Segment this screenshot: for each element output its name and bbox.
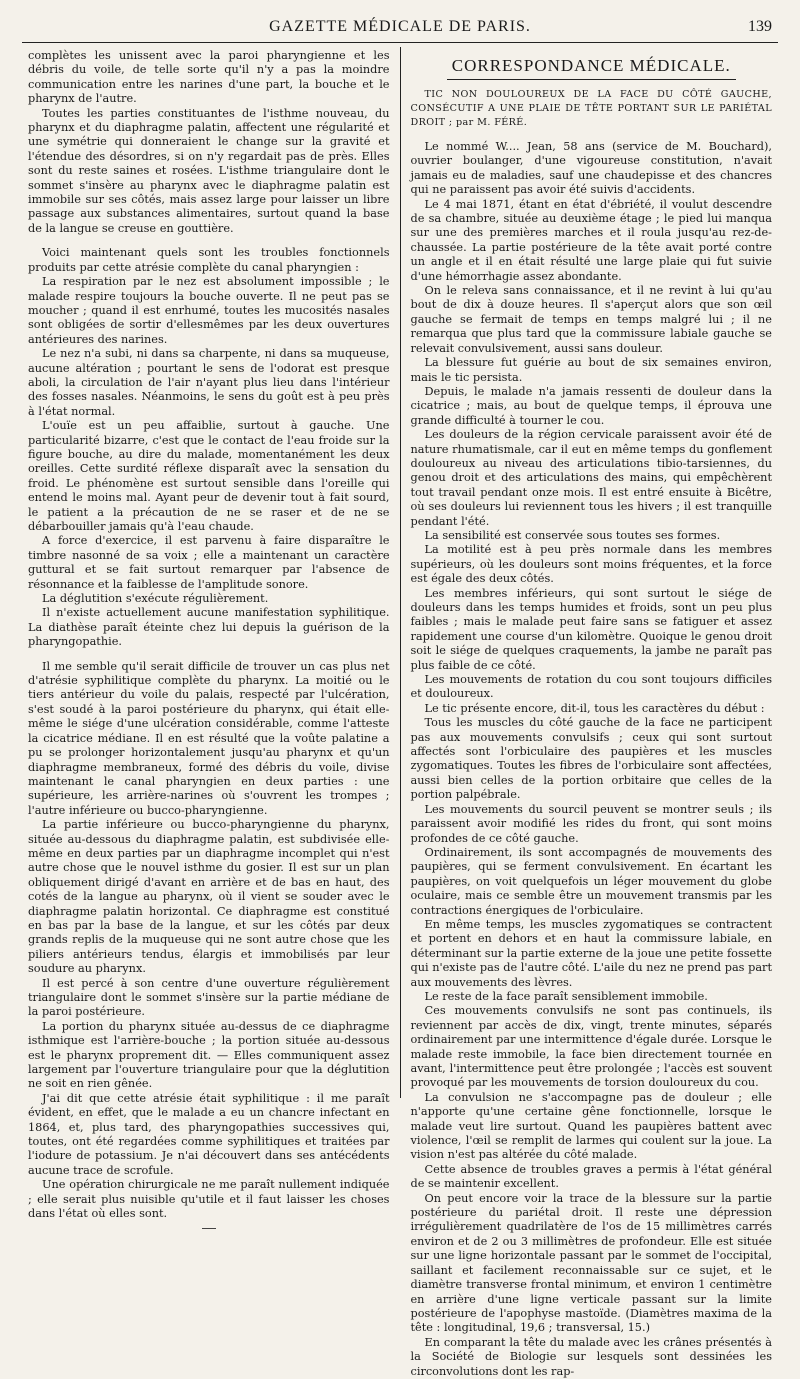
paragraph: Le tic présente encore, dit-il, tous les caractères du début : — [424, 701, 765, 715]
paragraph: Les mouvements du sourcil peuvent se montrer seuls ; ils paraissent avoir modifié les rides du front, qui sont moins profondes de ce côté gauche. — [410, 802, 772, 845]
paragraph: La partie inférieure ou bucco-pharyngienne du pharynx, située au-dessous du diaphragme palatin, est subdivisée elle-même en deux parties par un diaphragme incomplet qui n'est autre chose que le nouvel isthme du gosier. Il est sur un plan obliquement dirigé d'avant en arrière et de bas en haut, des cotés de la langue au pharynx, où il vient se souder avec le diaphragme palatin horizontal. Ce diaphragme est constitué en bas par la base de la langue, et sur les côtés par deux grands replis de la muqueuse qui ne sont autre chose que les piliers antérieurs tendus, élargis et immobilisés par leur soudure au pharynx. — [28, 818, 390, 976]
paragraph: Cette absence de troubles graves a permis à l'état général de se maintenir excellent. — [410, 1162, 772, 1191]
paragraph: Il est percé à son centre d'une ouverture régulièrement triangulaire dont le sommet s'insère sur la partie médiane de la paroi postérieure. — [28, 976, 390, 1019]
paragraph: Il me semble qu'il serait difficile de trouver un cas plus net d'atrésie syphilitique complète du pharynx. La moitié ou le tiers antérieur du voile du palais, respecté par l'ulcération, s'est soudé à la paroi postérieure du pharynx, qui était elle-même le siége d'une ulcération considérable, comme l'atteste la cicatrice médiane. Il en est résulté que la voûte palatine a pu se prolonger horizontalement jusqu'au pharynx et qu'un diaphragme membraneux, formé des débris du voile, divise maintenant le canal pharyngien en deux parties : une supérieure, les arrière-narines où s'ouvrent les trompes ; l'autre inférieure ou bucco-pharyngienne. — [28, 659, 390, 817]
paragraph: Ordinairement, ils sont accompagnés de mouvements des paupières, qui se ferment convulsivement. En écartant les paupières, on voit quelquefois un léger mouvement du globe oculaire, mais ce semble être un mouvement transmis par les contractions énergiques de l'orbiculaire. — [410, 845, 772, 917]
page-header — [22, 14, 778, 43]
paragraph: La sensibilité est conservée sous toutes ses formes. — [424, 528, 721, 542]
paragraph: La convulsion ne s'accompagne pas de douleur ; elle n'apporte qu'une certaine gêne fonctionnelle, lorsque le malade veut lire surtout. Quand les paupières battent avec violence, l'œil se remplit de larmes qui coulent sur la joue. La vision n'est pas altérée du côté malade. — [410, 1090, 772, 1162]
left-column — [22, 43, 400, 1221]
paragraph: La portion du pharynx située au-dessus de ce diaphragme isthmique est l'arrière-bouche ; la portion située au-dessous est le pharynx proprement dit. — Elles communiquent assez largement par l'ouverture triangulaire pour que la déglutition ne soit en rien gênée. — [28, 1019, 390, 1091]
paragraph: Toutes les parties constituantes de l'isthme nouveau, du pharynx et du diaphragme palatin, affectent une régularité et une symétrie qui donneraient le change sur la gravité et l'étendue des désordres, si on n'y regardait pas de près. Elles sont du reste saines et rosées. L'isthme triangulaire dont le sommet s'insère au pharynx avec le diaphragme palatin est immobile sur ses côtés, mais assez large pour laisser un libre passage aux substances alimentaires, surtout quand la base de la langue se creuse en gouttière. — [28, 106, 390, 235]
paragraph: On peut encore voir la trace de la blessure sur la partie postérieure du pariétal droit. Il reste une dépression irrégulièrement quadrilatère de l'os de 15 millimètres carrés environ et de 2 ou 3 millimètres de profondeur. Elle est située sur une ligne horizontale passant par le sommet de l'occipital, saillant et facilement reconnaissable sur ce sujet, et le diamètre transverse frontal minimum, et environ 1 centimètre en arrière d'une ligne verticale passant sur la limite postérieure de l'apophyse mastoïde. (Diamètres maxima de la tête : longitudinal, 19,6 ; transversal, 15.) — [410, 1191, 772, 1335]
page-number: 139 — [748, 18, 772, 35]
paragraph: complètes les unissent avec la paroi pharyngienne et les débris du voile, de telle sorte qu'il n'y a pas la moindre communication entre les narines d'une part, la bouche et le pharynx de l'autre. — [28, 49, 390, 106]
paragraph: La respiration par le nez est absolument impossible ; le malade respire toujours la bouche ouverte. Il ne peut pas se moucher ; quand il est enrhumé, toutes les mucosités nasales sont obligées de sortir d'ellesmêmes par les deux ouvertures antérieures des narines. — [28, 275, 390, 346]
paragraph: On le releva sans connaissance, et il ne revint à lui qu'au bout de dix à douze heures. Il s'aperçut alors que son œil gauche se fermait de temps en temps malgré lui ; il ne remarqua que plus tard que la commissure labiale gauche se relevait convulsivement, aussi sans douleur. — [410, 284, 772, 355]
paragraph: La déglutition s'exécute régulièrement. — [42, 592, 269, 606]
paragraph: Le nez n'a subi, ni dans sa charpente, ni dans sa muqueuse, aucune altération ; pourtant le sens de l'odorat est presque aboli, la circulation de l'air n'ayant plus lieu dans l'intérieur des fosses nasales. Néanmoins, le sens du goût est à peu près à l'état normal. — [28, 347, 390, 418]
right-paragraphs — [411, 140, 773, 1379]
paragraph: Une opération chirurgicale ne me paraît nullement indiquée ; elle serait plus nuisible qu'utile et il faut laisser les choses dans l'état où elles sont. — [28, 1178, 390, 1221]
section-title-rule — [447, 79, 736, 80]
paragraph: Voici maintenant quels sont les troubles fonctionnels produits par cette atrésie complète du canal pharyngien : — [28, 246, 390, 274]
paragraph: Les membres inférieurs, qui sont surtout le siége de douleurs dans les temps humides et froids, sont un peu plus faibles ; mais le malade peut faire sans se fatiguer et assez rapidement une course d'un kilomètre. Quoique le genou droit soit le siége de quelques craquements, la jambe ne paraît pas plus faible de ce côté. — [410, 586, 772, 672]
paragraph: Tous les muscles du côté gauche de la face ne participent pas aux mouvements convulsifs ; ceux qui sont surtout affectés sont l'orbiculaire des paupières et les muscles zygomatiques. Toutes les fibres de l'orbiculaire sont affectées, aussi bien celles de la portion orbitaire que celles de la portion palpébrale. — [410, 716, 772, 802]
paragraph: Il n'existe actuellement aucune manifestation syphilitique. La diathèse paraît éteinte chez lui depuis la guérison de la pharyngopathie. — [28, 606, 390, 649]
publication-title: GAZETTE MÉDICALE DE PARIS. — [269, 18, 531, 35]
article-subhead: TIC NON DOULOUREUX DE LA FACE DU CÔTÉ GAUCHE, CONSÉCUTIF A UNE PLAIE DE TÊTE PORTANT SUR LE PARIÉTAL DROIT ; par M. FÉRÉ. — [410, 89, 772, 128]
paragraph: Les douleurs de la région cervicale paraissent avoir été de nature rhumatismale, car il eut en même temps du gonflement douloureux au niveau des articulations tibio-tarsiennes, du genou droit et des articulations des mains, qui empêchèrent tout travail pendant onze mois. Il est entré ensuite à Bicêtre, où ses douleurs lui reviennent tous les hivers ; il est tranquille pendant l'été. — [410, 428, 772, 528]
paragraph: Le reste de la face paraît sensiblement immobile. — [424, 989, 708, 1003]
end-rule — [202, 1228, 216, 1229]
paragraph: Les mouvements de rotation du cou sont toujours difficiles et douloureux. — [410, 673, 772, 701]
section-title: CORRESPONDANCE MÉDICALE. — [451, 56, 731, 75]
paragraph: Le nommé W.... Jean, 58 ans (service de M. Bouchard), ouvrier boulanger, d'une vigoureuse constitution, n'avait jamais eu de maladies, sauf une chaudepisse et des chancres qui ne paraissent pas avoir été suivis d'accidents. — [410, 140, 772, 197]
paragraph: J'ai dit que cette atrésie était syphilitique : il me paraît évident, en effet, que le malade a eu un chancre infectant en 1864, et, plus tard, des pharyngopathies successives qui, toutes, ont été regardées comme syphilitiques et traitées par l'iodure de potassium. Je n'ai découvert dans ses antécédents aucune trace de scrofule. — [28, 1091, 390, 1177]
paragraph: Ces mouvements convulsifs ne sont pas continuels, ils reviennent par accès de dix, vingt, trente minutes, séparés ordinairement par une intermittence d'égale durée. Lorsque le malade reste immobile, la face bien directement tournée en avant, l'intermittence peut être prolongée ; l'accès est souvent provoqué par les mouvements de torsion douloureux du cou. — [410, 1004, 772, 1090]
paragraph: La motilité est à peu près normale dans les membres supérieurs, où les douleurs sont moins fréquentes, et la force est égale des deux côtés. — [410, 543, 772, 586]
paragraph: En même temps, les muscles zygomatiques se contractent et portent en dehors et en haut la commissure labiale, en déterminant sur la partie externe de la joue une petite fossette qui n'existe pas de l'autre côté. L'aile du nez ne prend pas part aux mouvements des lèvres. — [410, 917, 772, 989]
paragraph: A force d'exercice, il est parvenu à faire disparaître le timbre nasonné de sa voix ; elle a maintenant un caractère guttural et se fait surtout remarquer par l'absence de résonnance et la faiblesse de l'amplitude sonore. — [28, 534, 390, 591]
paragraph: Le 4 mai 1871, étant en état d'ébriété, il voulut descendre de sa chambre, située au deuxième étage ; le pied lui manqua sur une des premières marches et il roula jusqu'au rez-de-chaussée. La partie postérieure de la tête avait porté contre un angle et il en était résulté une large plaie qui fut suivie d'une hémorrhagie assez abondante. — [410, 197, 772, 283]
paragraph: En comparant la tête du malade avec les crânes présentés à la Société de Biologie sur lesquels sont dessinées les circonvolutions dont les rap- — [410, 1335, 772, 1378]
paragraph: L'ouïe est un peu affaiblie, surtout à gauche. Une particularité bizarre, c'est que le contact de l'eau froide sur la figure bouche, au dire du malade, momentanément les deux oreilles. Cette surdité réflexe disparaît avec la sensation du froid. Le phénomène est surtout sensible dans l'oreille qui entend le moins mal. Ayant peur de devenir tout à fait sourd, le patient a la précaution de ne se raser et de ne se débarbouiller jamais qu'à l'eau chaude. — [28, 419, 390, 533]
right-column — [401, 43, 779, 1378]
paragraph: La blessure fut guérie au bout de six semaines environ, mais le tic persista. — [410, 356, 772, 384]
paragraph: Depuis, le malade n'a jamais ressenti de douleur dans la cicatrice ; mais, au bout de quelque temps, il éprouva une grande difficulté à tourner le cou. — [410, 384, 772, 427]
text-columns — [22, 43, 778, 1378]
